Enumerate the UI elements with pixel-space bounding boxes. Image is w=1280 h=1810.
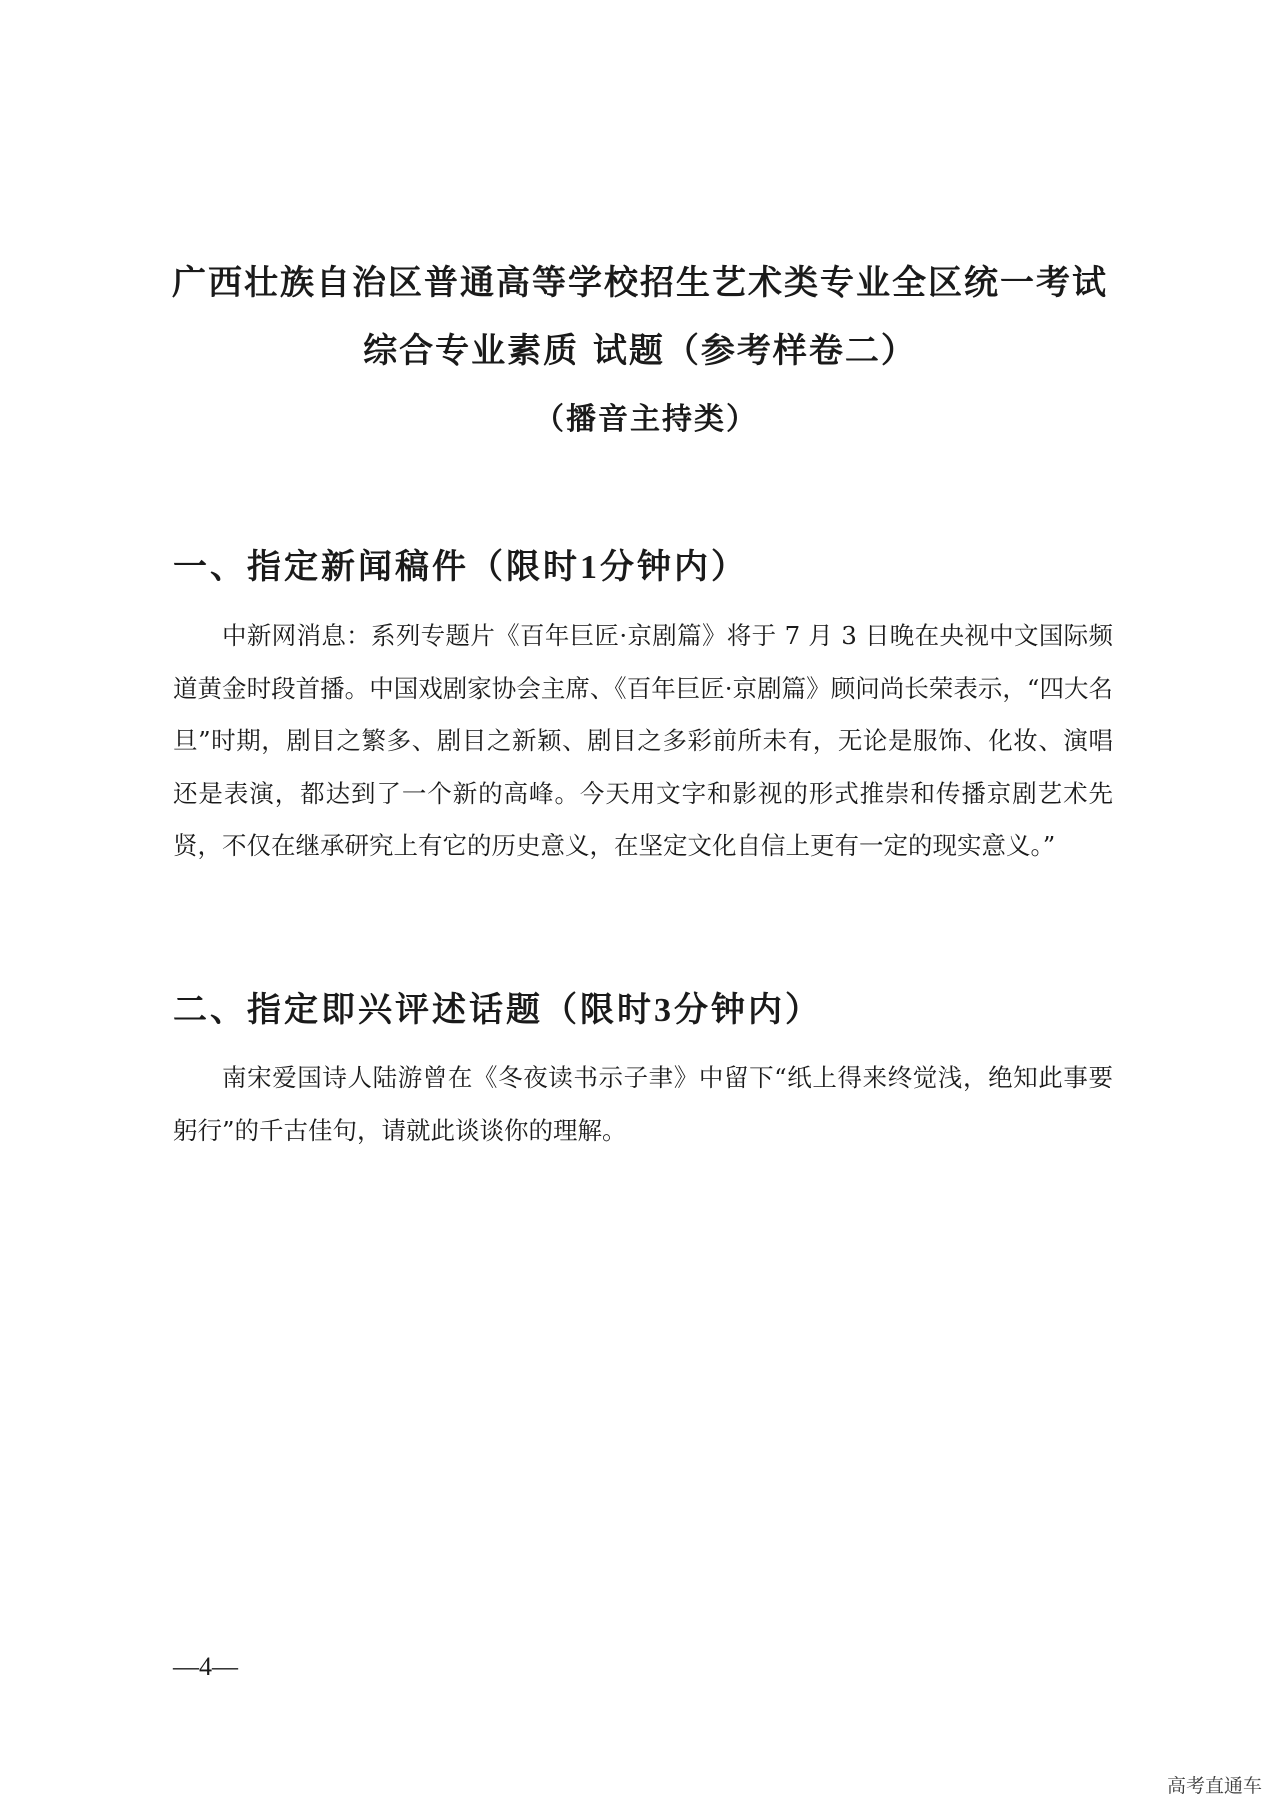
section-1-news-text: 中新网消息：系列专题片《百年巨匠·京剧篇》将于 7 月 3 日晚在央视中文国际频道黄金时段首播。中国戏剧家协会主席、《百年巨匠·京剧篇》顾问尚长荣表示，“四大名旦”时期，剧目之繁多、剧目之新颖、剧目之多彩前所未有，无论是服饰、化妆、演唱还是表演，都达到了一个新的高峰。今天用文字和影视的形式推崇和传播京剧艺术先贤，不仅在继承研究上有它的历史意义，在坚定文化自信上更有一定的现实意义。” — [173, 621, 1113, 860]
exam-title-block — [0, 262, 1280, 438]
section-2-time-limit: 3 — [654, 992, 674, 1029]
exam-category-subtitle: （播音主持类） — [534, 402, 758, 437]
watermark: 高考直通车 — [1166, 1775, 1262, 1797]
section-1-heading — [173, 547, 748, 588]
section-2-heading — [173, 990, 822, 1031]
section-1-heading-suffix: 分钟内） — [600, 547, 748, 587]
section-2-topic-text: 南宋爱国诗人陆游曾在《冬夜读书示子聿》中留下“纸上得来终觉浅，绝知此事要躬行”的千古佳句，请就此谈谈你的理解。 — [173, 1063, 1113, 1145]
exam-title-line-2: 综合专业素质 试题（参考样卷二） — [363, 331, 917, 371]
page-number: —4— — [173, 1652, 238, 1681]
section-2-heading-prefix: 二、指定即兴评述话题（限时 — [173, 990, 654, 1030]
exam-title-line-1: 广西壮族自治区普通高等学校招生艺术类专业全区统一考试 — [172, 263, 1108, 303]
section-2-heading-suffix: 分钟内） — [674, 990, 822, 1030]
section-1-time-limit: 1 — [580, 549, 600, 586]
section-1-heading-prefix: 一、指定新闻稿件（限时 — [173, 547, 580, 587]
